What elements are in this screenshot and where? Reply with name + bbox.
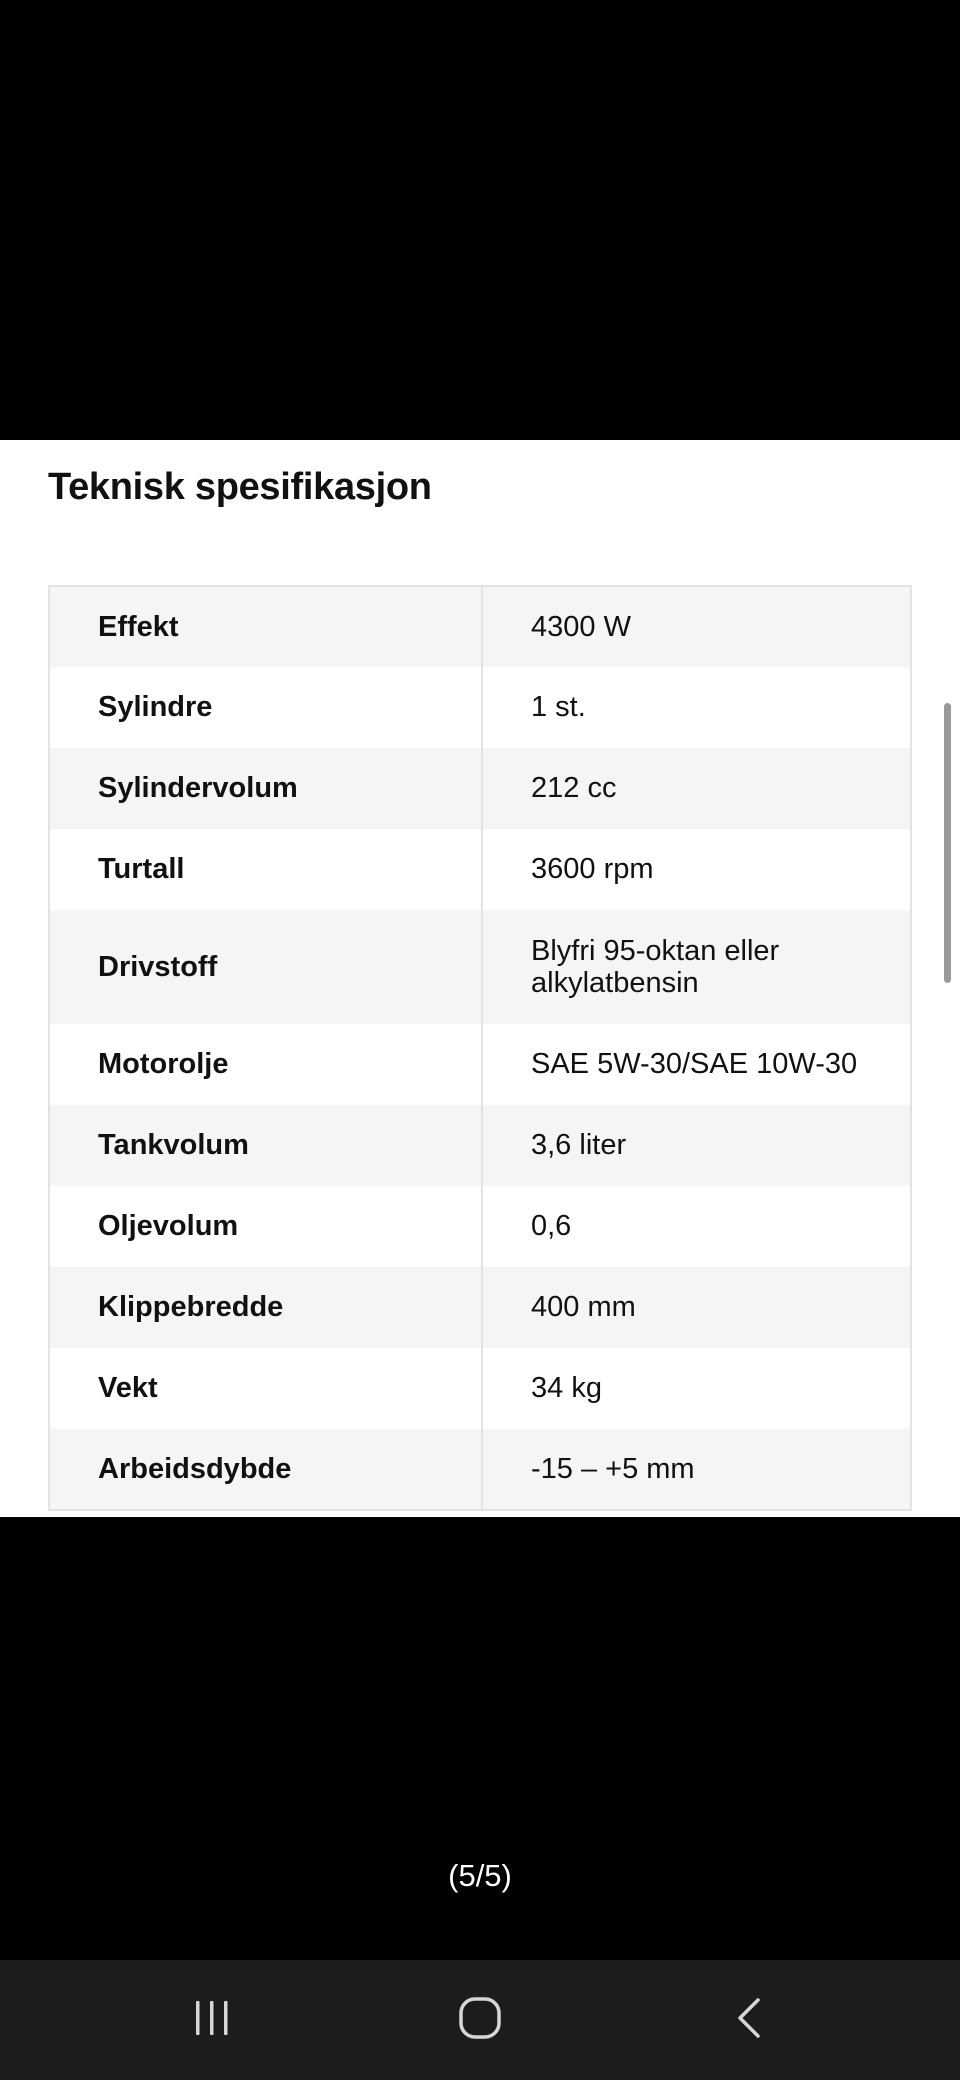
page-indicator: (5/5) — [448, 1858, 512, 1893]
spec-title: Teknisk spesifikasjon — [48, 466, 432, 508]
table-row — [49, 586, 911, 667]
table-row — [49, 829, 911, 910]
table-row — [49, 1267, 911, 1348]
table-row — [49, 1429, 911, 1510]
navigation-bar — [0, 1960, 960, 2080]
home-button[interactable] — [420, 1960, 540, 2080]
spec-value: SAE 5W-30/SAE 10W-30 — [482, 1024, 911, 1105]
spec-value: Blyfri 95-oktan eller alkylatbensin — [482, 910, 911, 1024]
spec-value: -15 – +5 mm — [482, 1429, 911, 1510]
spec-label: Motorolje — [49, 1024, 482, 1105]
spec-value: 4300 W — [482, 586, 911, 667]
spec-label: Oljevolum — [49, 1186, 482, 1267]
home-icon — [457, 1995, 503, 2046]
table-row — [49, 748, 911, 829]
spec-value: 0,6 — [482, 1186, 911, 1267]
spec-label: Arbeidsdybde — [49, 1429, 482, 1510]
table-row — [49, 1186, 911, 1267]
table-row — [49, 1024, 911, 1105]
spec-label: Klippebredde — [49, 1267, 482, 1348]
spec-value: 34 kg — [482, 1348, 911, 1429]
back-icon — [728, 1996, 772, 2045]
spec-label: Effekt — [49, 586, 482, 667]
spec-value: 400 mm — [482, 1267, 911, 1348]
spec-label: Vekt — [49, 1348, 482, 1429]
spec-label: Sylindervolum — [49, 748, 482, 829]
table-row — [49, 910, 911, 1024]
spec-label: Drivstoff — [49, 910, 482, 1024]
spec-value: 1 st. — [482, 667, 911, 748]
spec-label: Turtall — [49, 829, 482, 910]
spec-value: 212 cc — [482, 748, 911, 829]
recents-icon — [190, 1996, 234, 2045]
spec-table — [48, 585, 912, 1511]
spec-value: 3600 rpm — [482, 829, 911, 910]
recents-button[interactable] — [152, 1960, 272, 2080]
table-row — [49, 1348, 911, 1429]
spec-label: Tankvolum — [49, 1105, 482, 1186]
back-button[interactable] — [690, 1960, 810, 2080]
table-row — [49, 1105, 911, 1186]
spec-label: Sylindre — [49, 667, 482, 748]
scrollbar-thumb[interactable] — [944, 703, 951, 983]
spec-value: 3,6 liter — [482, 1105, 911, 1186]
table-row — [49, 667, 911, 748]
